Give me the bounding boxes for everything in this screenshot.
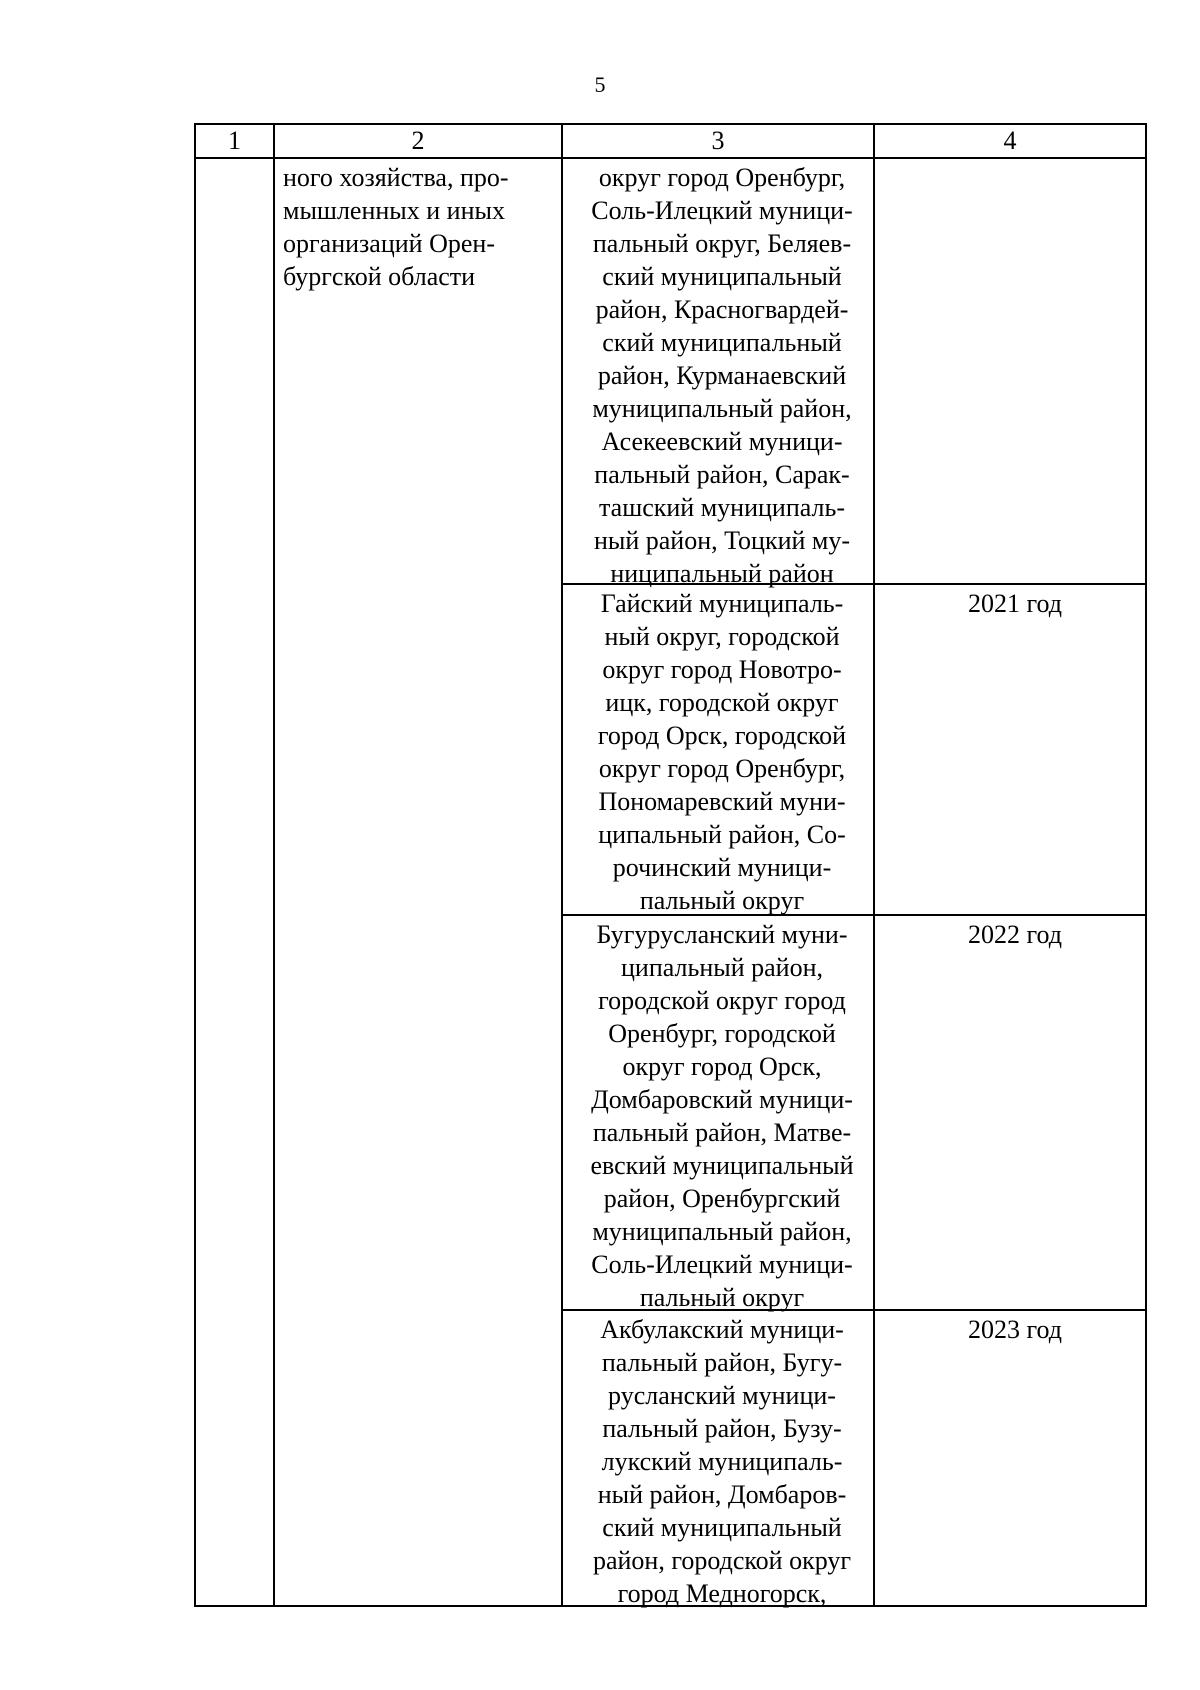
year-cell: 2022 год xyxy=(968,920,1062,949)
header-cell-1: 1 xyxy=(228,126,241,155)
territories-cell: округ город Оренбург, Соль-Илецкий муници- пальный округ, Беляев- ский муниципальный район, Красногвардей- ский муниципальный район, Курманаевский муниципальный район, Асекеевский муници- пальный район, Сарак- ташский муниципаль- ный район, Тоцкий му- ниципальный район xyxy=(591,163,853,588)
column-divider xyxy=(273,125,275,1605)
header-cell-4: 4 xyxy=(1003,126,1017,155)
territories-cell: Гайский муниципаль- ный округ, городской округ город Новотро- ицк, городской округ город Орск, городской округ город Оренбург, Пономаревский муни- ципальный район, Со- рочинский муници- пальный округ xyxy=(597,589,847,915)
territories-cell: Акбулакский муници- пальный район, Бугу- русланский муници- пальный район, Бузу- лукский муниципаль- ный район, Домбаров- ский муниципальный район, городской округ город Медногорск, xyxy=(592,1315,852,1608)
year-cell: 2023 год xyxy=(968,1315,1062,1344)
header-cell-2: 2 xyxy=(411,126,425,155)
page-number: 5 xyxy=(594,72,606,97)
column-divider xyxy=(873,125,875,1605)
data-table xyxy=(194,123,1147,1607)
column-divider xyxy=(561,125,563,1605)
header-cell-3: 3 xyxy=(711,126,725,155)
activity-description: ного хозяйства, про- мышленных и иных организаций Орен- бургской области xyxy=(283,163,509,291)
header-divider xyxy=(196,157,1145,159)
year-cell: 2021 год xyxy=(968,589,1062,618)
territories-cell: Бугурусланский муни- ципальный район, городской округ город Оренбург, городской округ город Орск, Домбаровский муници- пальный район, Матве- евский муниципальный район, Оренбургский муниципальный район, Соль-Илецкий муници- пальный округ xyxy=(590,920,854,1312)
